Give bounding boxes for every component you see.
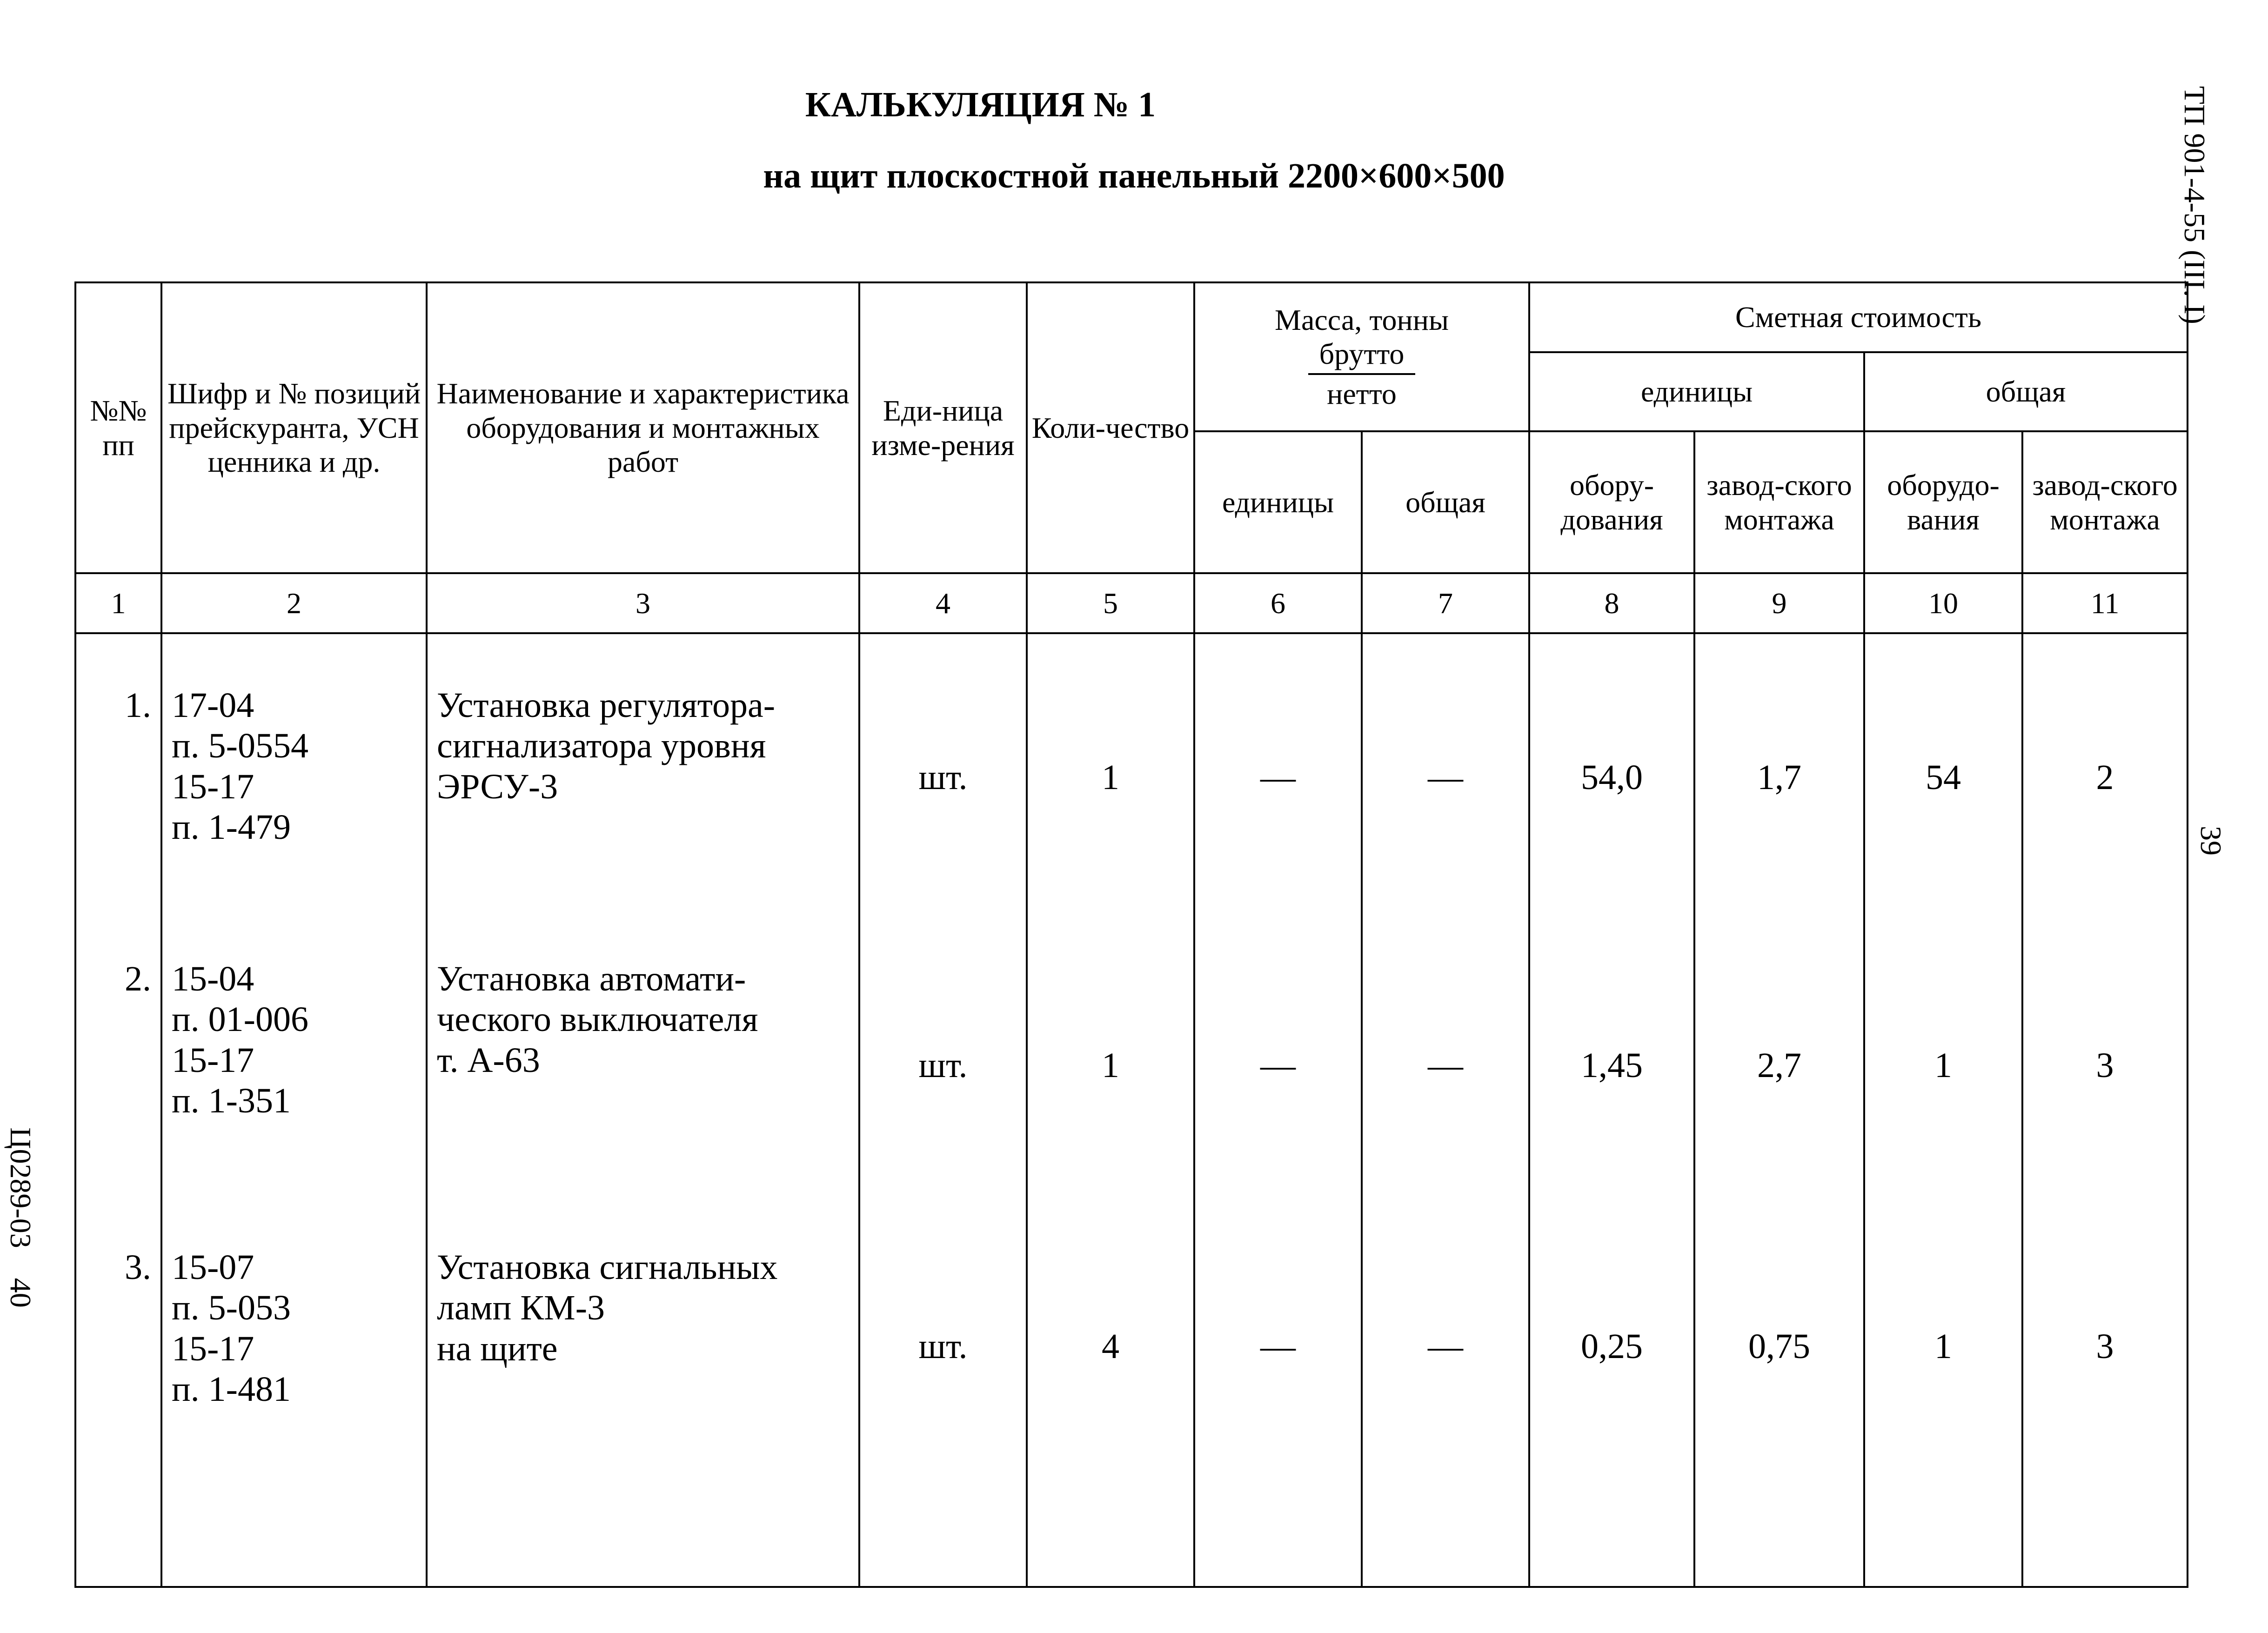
row-name bbox=[427, 633, 859, 922]
name-line: сигнализатора уровня bbox=[437, 726, 766, 766]
column-number: 3 bbox=[427, 573, 859, 633]
row-mass-total: — bbox=[1362, 922, 1529, 1210]
header-mass-brutto: брутто bbox=[1319, 337, 1405, 371]
document-subtitle: на щит плоскостной панельный 2200×600×500 bbox=[763, 156, 1505, 195]
header-cost-mount-unit: завод-ского монтажа bbox=[1694, 431, 1864, 573]
row-cost-mount-unit: 2,7 bbox=[1694, 922, 1864, 1210]
row-cost-mount-total: 3 bbox=[2022, 1210, 2188, 1587]
row-name bbox=[427, 1210, 859, 1587]
column-number: 7 bbox=[1362, 573, 1529, 633]
code-line: п. 1-481 bbox=[172, 1370, 291, 1409]
name-line: ЭРСУ-3 bbox=[437, 767, 558, 806]
row-cost-equip-total: 54 bbox=[1864, 633, 2022, 922]
row-mass-unit: — bbox=[1194, 633, 1362, 922]
header-cost-unit: единицы bbox=[1529, 352, 1864, 431]
name-line: Установка регулятора- bbox=[437, 686, 776, 725]
code-line: п. 01-006 bbox=[172, 1000, 308, 1039]
code-line: п. 5-053 bbox=[172, 1288, 291, 1328]
column-number: 9 bbox=[1694, 573, 1864, 633]
code-line: 15-04 bbox=[172, 959, 254, 998]
header-quantity: Коли-чество bbox=[1027, 282, 1194, 573]
name-line: Установка автомати- bbox=[437, 959, 746, 998]
name-line: ческого выключателя bbox=[437, 1000, 758, 1039]
column-number: 1 bbox=[75, 573, 161, 633]
row-cost-equip-unit: 54,0 bbox=[1529, 633, 1694, 922]
row-mass-total: — bbox=[1362, 633, 1529, 922]
row-quantity: 4 bbox=[1027, 1210, 1194, 1587]
header-cost-total: общая bbox=[1864, 352, 2188, 431]
row-unit: шт. bbox=[859, 1210, 1027, 1587]
row-cost-equip-unit: 0,25 bbox=[1529, 1210, 1694, 1587]
header-cost-equip-total: оборудо-вания bbox=[1864, 431, 2022, 573]
header-number: №№ пп bbox=[75, 282, 161, 573]
row-code bbox=[161, 1210, 427, 1587]
row-cost-equip-total: 1 bbox=[1864, 922, 2022, 1210]
calculation-table bbox=[74, 281, 2188, 1588]
code-line: п. 1-479 bbox=[172, 808, 291, 847]
name-line: ламп КМ-3 bbox=[437, 1288, 605, 1328]
name-line: на щите bbox=[437, 1329, 558, 1368]
row-number: 2. bbox=[75, 922, 161, 1210]
header-cost-mount-total: завод-ского монтажа bbox=[2022, 431, 2188, 573]
fraction-line bbox=[1308, 373, 1415, 375]
row-mass-unit: — bbox=[1194, 922, 1362, 1210]
header-mass-group bbox=[1194, 282, 1529, 431]
header-cost-group: Сметная стоимость bbox=[1529, 282, 2188, 352]
column-number: 5 bbox=[1027, 573, 1194, 633]
row-mass-unit: — bbox=[1194, 1210, 1362, 1587]
side-page-number: 39 bbox=[2194, 826, 2228, 856]
code-line: 15-17 bbox=[172, 1329, 254, 1368]
row-cost-mount-unit: 0,75 bbox=[1694, 1210, 1864, 1587]
table-row bbox=[75, 922, 2188, 1210]
row-unit: шт. bbox=[859, 922, 1027, 1210]
code-line: 17-04 bbox=[172, 686, 254, 725]
row-cost-mount-total: 2 bbox=[2022, 633, 2188, 922]
row-mass-total: — bbox=[1362, 1210, 1529, 1587]
table-row bbox=[75, 633, 2188, 922]
column-number: 8 bbox=[1529, 573, 1694, 633]
row-cost-equip-total: 1 bbox=[1864, 1210, 2022, 1587]
header-mass-unit: единицы bbox=[1194, 431, 1362, 573]
header-mass-label: Масса, тонны bbox=[1275, 303, 1449, 336]
header-name: Наименование и характеристика оборудования и монтажных работ bbox=[427, 282, 859, 573]
row-name bbox=[427, 922, 859, 1210]
code-line: 15-17 bbox=[172, 767, 254, 806]
name-line: т. А-63 bbox=[437, 1040, 540, 1080]
header-mass-netto: нетто bbox=[1327, 377, 1397, 410]
row-number: 3. bbox=[75, 1210, 161, 1587]
row-quantity: 1 bbox=[1027, 922, 1194, 1210]
code-line: п. 1-351 bbox=[172, 1081, 291, 1121]
code-line: 15-07 bbox=[172, 1248, 254, 1287]
column-number: 4 bbox=[859, 573, 1027, 633]
header-mass-total: общая bbox=[1362, 431, 1529, 573]
side-document-code: ТП 901-4-55 (III. I) bbox=[2178, 86, 2211, 324]
side-left-code: Ц0289-03 40 bbox=[4, 1127, 37, 1308]
row-code bbox=[161, 633, 427, 922]
row-unit: шт. bbox=[859, 633, 1027, 922]
code-line: п. 5-0554 bbox=[172, 726, 308, 766]
table-row bbox=[75, 1210, 2188, 1587]
column-number: 10 bbox=[1864, 573, 2022, 633]
row-quantity: 1 bbox=[1027, 633, 1194, 922]
header-cost-equip-unit: обору-дования bbox=[1529, 431, 1694, 573]
header-unit: Еди-ница изме-рения bbox=[859, 282, 1027, 573]
header-code: Шифр и № позиций прейскуранта, УСН ценника и др. bbox=[161, 282, 427, 573]
row-number: 1. bbox=[75, 633, 161, 922]
column-number: 11 bbox=[2022, 573, 2188, 633]
row-cost-mount-unit: 1,7 bbox=[1694, 633, 1864, 922]
name-line: Установка сигнальных bbox=[437, 1248, 778, 1287]
row-cost-mount-total: 3 bbox=[2022, 922, 2188, 1210]
column-number-row bbox=[75, 573, 2188, 633]
document-title: КАЛЬКУЛЯЦИЯ № 1 bbox=[805, 85, 1156, 124]
column-number: 6 bbox=[1194, 573, 1362, 633]
row-code bbox=[161, 922, 427, 1210]
row-cost-equip-unit: 1,45 bbox=[1529, 922, 1694, 1210]
code-line: 15-17 bbox=[172, 1040, 254, 1080]
column-number: 2 bbox=[161, 573, 427, 633]
